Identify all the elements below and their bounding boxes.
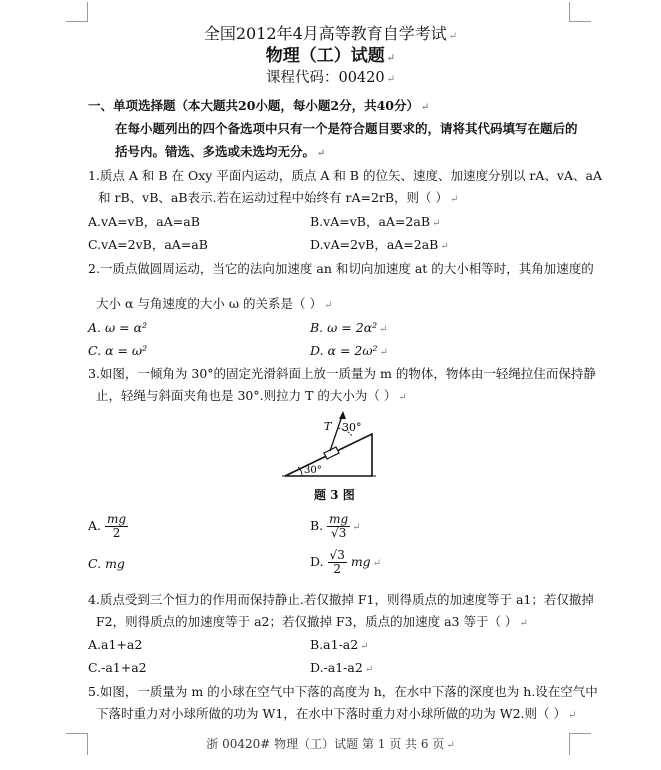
q1-stem-line2: 和 rB、vB、aB表示.若在运动过程中始终有 rA=2rB，则（ ） ↵ [98,190,459,205]
crop-mark-bottom-left-h [66,733,88,734]
q1-option-b: B.vA=vB，aA=2aB ↵ [310,214,441,229]
label-angle-top: 30° [342,421,362,434]
crop-mark-bottom-right-h [569,733,591,734]
q3-stem-line1: 3.如图，一倾角为 30°的固定光滑斜面上放一质量为 m 的物体，物体由一轻绳拉住而保持静 [88,366,596,381]
course-code: 课程代码：00420 ↵ [265,70,396,86]
crop-mark-top-right-h [569,21,591,22]
page-footer: 浙 00420# 物理（工）试题 第 1 页 共 6 页 ↵ [206,737,455,751]
section-instruction-line1: 在每小题列出的四个备选项中只有一个是符合题目要求的，请将其代码填写在题后的 [115,121,578,136]
q3-option-b: B. $\frac{mg}{√3}$ ↵ [310,512,361,540]
q4-option-a: A.a1+a2 [88,637,143,652]
crop-mark-top-left-h [66,21,88,22]
q2-stem-line1: 2.一质点做圆周运动，当它的法向加速度 an 和切向加速度 at 的大小相等时，其角加速度的 [88,261,594,276]
q4-option-d: D.-a1-a2 ↵ [310,660,374,675]
label-t: T [324,420,332,433]
q2-option-b: B. ω = 2α² ↵ [310,320,388,335]
section-heading: 一、单项选择题（本大题共20小题，每小题2分，共40分） ↵ [88,98,430,113]
q1-option-a: A.vA=vB，aA=aB [88,214,200,229]
q2-option-c: C. α = ω² [88,343,148,358]
crop-mark-top-left-v [87,2,88,22]
q2-option-d: D. α = 2ω² ↵ [310,343,388,358]
exam-title: 全国2012年4月高等教育自学考试 ↵ [203,24,458,43]
q4-stem-line2: F2，则得质点的加速度等于 a2；若仅撤掉 F3，质点的加速度 a3 等于（ ） ↵ [96,614,528,629]
q3-incline-figure [280,408,390,480]
block [324,447,339,459]
q2-stem-line2: 大小 α 与角速度的大小 ω 的关系是（ ） ↵ [96,296,333,311]
crop-mark-top-right-v [569,2,570,22]
q3-option-d: D. $\frac{√3}{2}$ mg ↵ [310,548,382,576]
exam-subject: 物理（工）试题 ↵ [265,46,396,66]
q5-stem-line2: 下落时重力对小球所做的功为 W1，在水中下落时重力对小球所做的功为 W2.则（ ） ↵ [96,706,577,721]
q2-option-a: A. ω = α² [88,320,148,335]
q3-figure-caption: 题 3 图 [314,488,355,502]
q1-stem-line1: 1.质点 A 和 B 在 Oxy 平面内运动，质点 A 和 B 的位矢、速度、加速度分别以 rA、vA、aA [88,168,602,183]
q1-option-c: C.vA=2vB，aA=aB [88,237,208,252]
q3-option-a: A. $\frac{mg}{2}$ [88,512,127,540]
section-instruction-line2: 括号内。错选、多选或未选均无分。 ↵ [115,144,326,159]
q3-stem-line2: 止，轻绳与斜面夹角也是 30°.则拉力 T 的大小为（ ） ↵ [96,388,407,403]
q1-option-d: D.vA=2vB，aA=2aB ↵ [310,237,449,252]
q4-option-c: C.-a1+a2 [88,660,147,675]
q4-stem-line1: 4.质点受到三个恒力的作用而保持静止.若仅撤掉 F1，则得质点的加速度等于 a1；若仅撤掉 [88,592,594,607]
q5-stem-line1: 5.如图，一质量为 m 的小球在空气中下落的高度为 h，在水中下落的深度也为 h.设在空气中 [88,684,598,699]
q3-option-c: C. mg [88,556,125,571]
arrow-head [339,411,346,419]
q4-option-b: B.a1-a2 ↵ [310,637,369,652]
label-angle-bottom: 30° [304,465,322,476]
